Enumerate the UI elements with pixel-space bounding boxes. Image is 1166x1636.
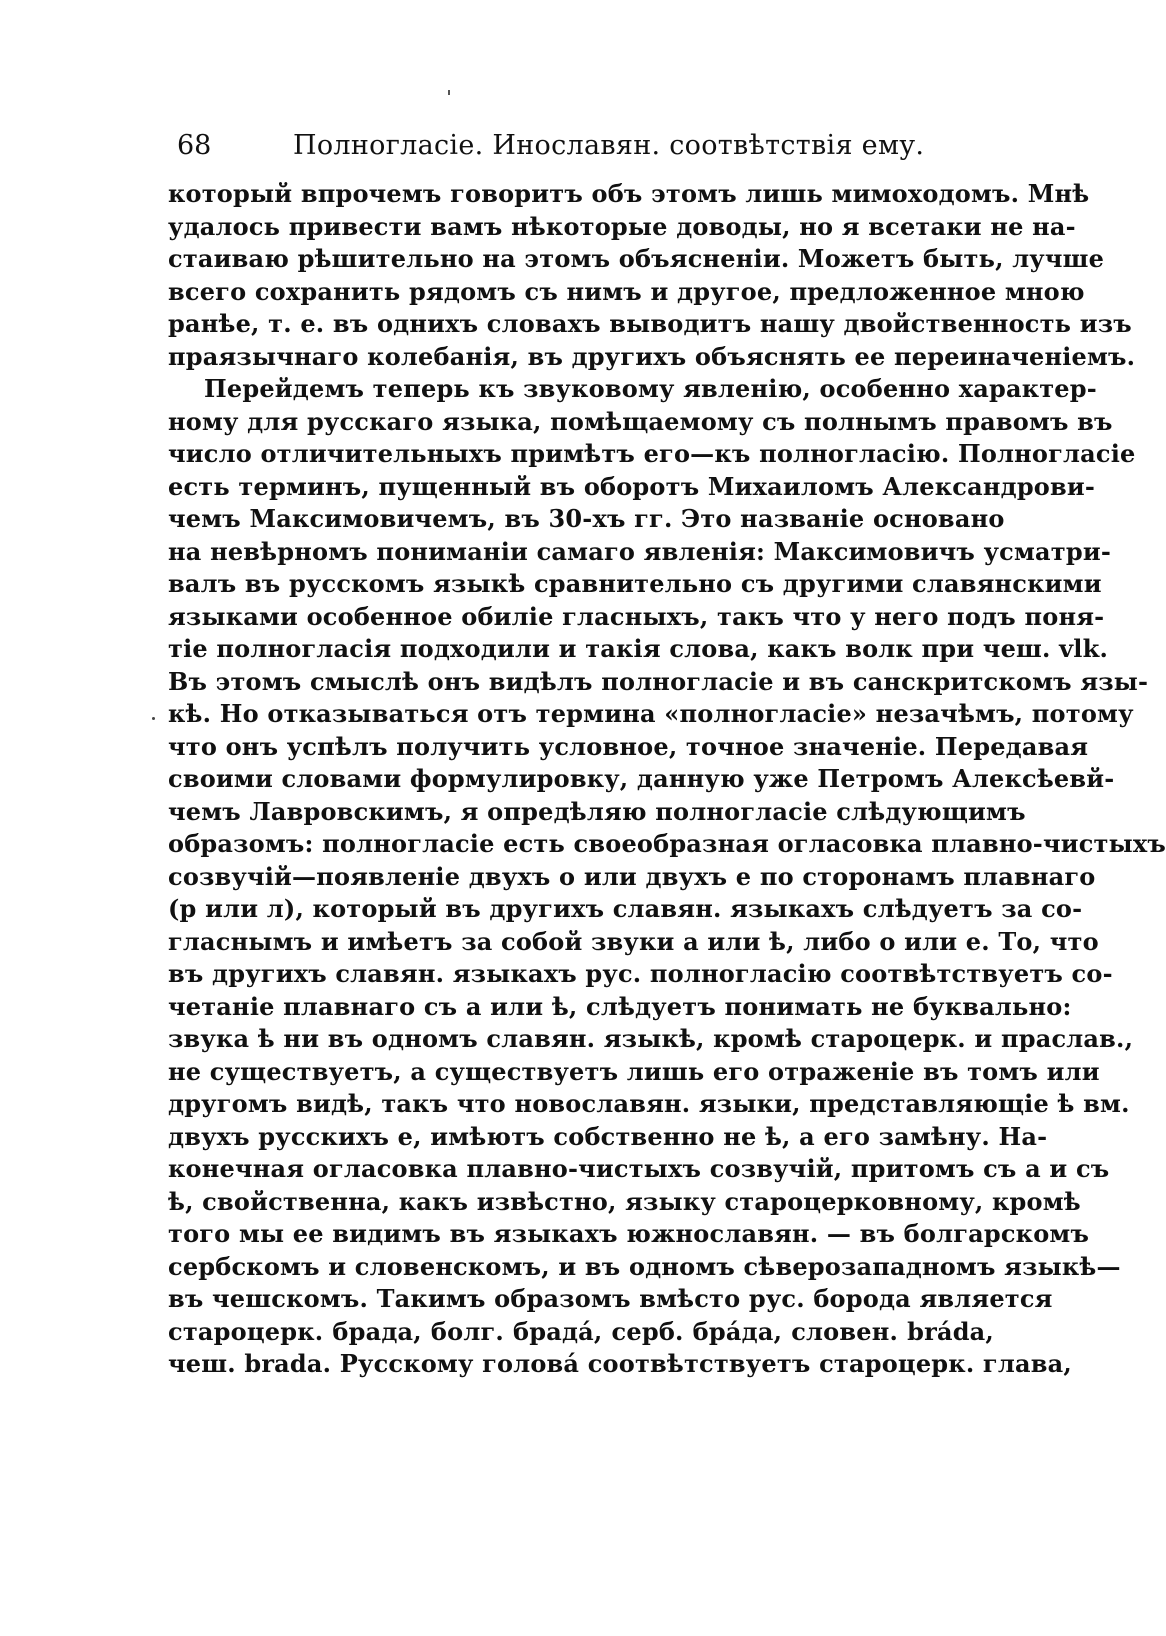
text-line: ранѣе, т. е. въ однихъ словахъ выводитъ нашу двойственность изъ [168,309,1132,338]
running-title: Полногласіе. Инославян. соотвѣтствія ему. [293,130,925,161]
text-line: (р или л), который въ другихъ славян. языкахъ слѣдуетъ за со- [168,894,1083,923]
text-line: праязычнаго колебанія, въ другихъ объяснять ее переиначеніемъ. [168,341,1136,371]
text-line: валъ въ русскомъ языкѣ сравнительно съ другими славянскими [168,569,1102,598]
text-line: того мы ее видимъ въ языкахъ южнославян. — въ болгарскомъ [168,1219,1090,1248]
text-line: всего сохранить рядомъ съ нимъ и другое, предложенное мною [168,276,1085,306]
text-line: другомъ видѣ, такъ что новославян. языки, представляющіе ѣ вм. [168,1089,1130,1118]
text-line: есть терминъ, пущенный въ оборотъ Михаиломъ Александрови- [168,471,1096,501]
text-line: удалось привести вамъ нѣкоторые доводы, но я всетаки не на- [168,211,1076,241]
text-line: образомъ: полногласіе есть своеобразная огласовка плавно-чистыхъ [168,829,1166,858]
text-line: въ другихъ славян. языкахъ рус. полногласію соотвѣтствуетъ со- [168,959,1113,988]
page-number: 68 [177,130,212,161]
text-line: тіе полногласія подходили и такія слова, какъ волк при чеш. vlk. [168,634,1108,663]
ink-speck [448,90,450,95]
text-line: въ чешскомъ. Такимъ образомъ вмѣсто рус. борода является [168,1284,1053,1313]
text-line: Перейдемъ теперь къ звуковому явленію, особенно характер- [204,374,1097,403]
margin-mark [152,717,155,720]
text-line: гласнымъ и имѣетъ за собой звуки а или ѣ, либо о или е. То, что [168,926,1099,956]
text-line: стаиваю рѣшительно на этомъ объясненіи. Можетъ быть, лучше [168,244,1105,273]
text-line: что онъ успѣлъ получить условное, точное значеніе. Передавая [168,731,1089,761]
text-line: чеш. brada. Русскому голова́ соотвѣтствуетъ староцерк. глава, [168,1349,1072,1378]
text-line: четаніе плавнаго съ а или ѣ, слѣдуетъ понимать не буквально: [168,991,1072,1021]
text-line: чемъ Лавровскимъ, я опредѣляю полногласіе слѣдующимъ [168,796,1026,826]
body-text [168,178,1166,1381]
text-line: не существуетъ, а существуетъ лишь его отраженіе въ томъ или [168,1056,1100,1086]
text-line: сербскомъ и словенскомъ, и въ одномъ сѣверозападномъ языкѣ— [168,1251,1121,1281]
text-line: конечная огласовка плавно-чистыхъ созвучій, притомъ съ а и съ [168,1154,1110,1183]
text-line: ному для русскаго языка, помѣщаемому съ полнымъ правомъ въ [168,406,1113,436]
text-line: двухъ русскихъ е, имѣютъ собственно не ѣ, а его замѣну. На- [168,1121,1048,1151]
text-line: кѣ. Но отказываться отъ термина «полногласіе» незачѣмъ, потому [168,699,1134,728]
text-line: который впрочемъ говоритъ объ этомъ лишь мимоходомъ. Мнѣ [168,179,1090,208]
text-line: староцерк. брада, болг. брада́, серб. бра́да, словен. bráda, [168,1316,994,1346]
text-line: Въ этомъ смыслѣ онъ видѣлъ полногласіе и въ санскритскомъ язы- [168,666,1149,696]
text-line: число отличительныхъ примѣтъ его—къ полногласію. Полногласіе [168,439,1136,468]
text-line: языками особенное обиліе гласныхъ, такъ что у него подъ поня- [168,601,1105,631]
text-line: чемъ Максимовичемъ, въ 30-хъ гг. Это названіе основано [168,504,1005,533]
text-line: звука ѣ ни въ одномъ славян. языкѣ, кромѣ староцерк. и праслав., [168,1024,1134,1053]
text-line: своими словами формулировку, данную уже Петромъ Алексѣевй- [168,764,1115,793]
page-header [165,124,995,168]
text-line: на невѣрномъ пониманіи самаго явленія: Максимовичъ усматри- [168,536,1111,566]
text-line: созвучій—появленіе двухъ о или двухъ е по сторонамъ плавнаго [168,861,1096,891]
text-line: ѣ, свойственна, какъ извѣстно, языку староцерковному, кромѣ [168,1186,1081,1216]
